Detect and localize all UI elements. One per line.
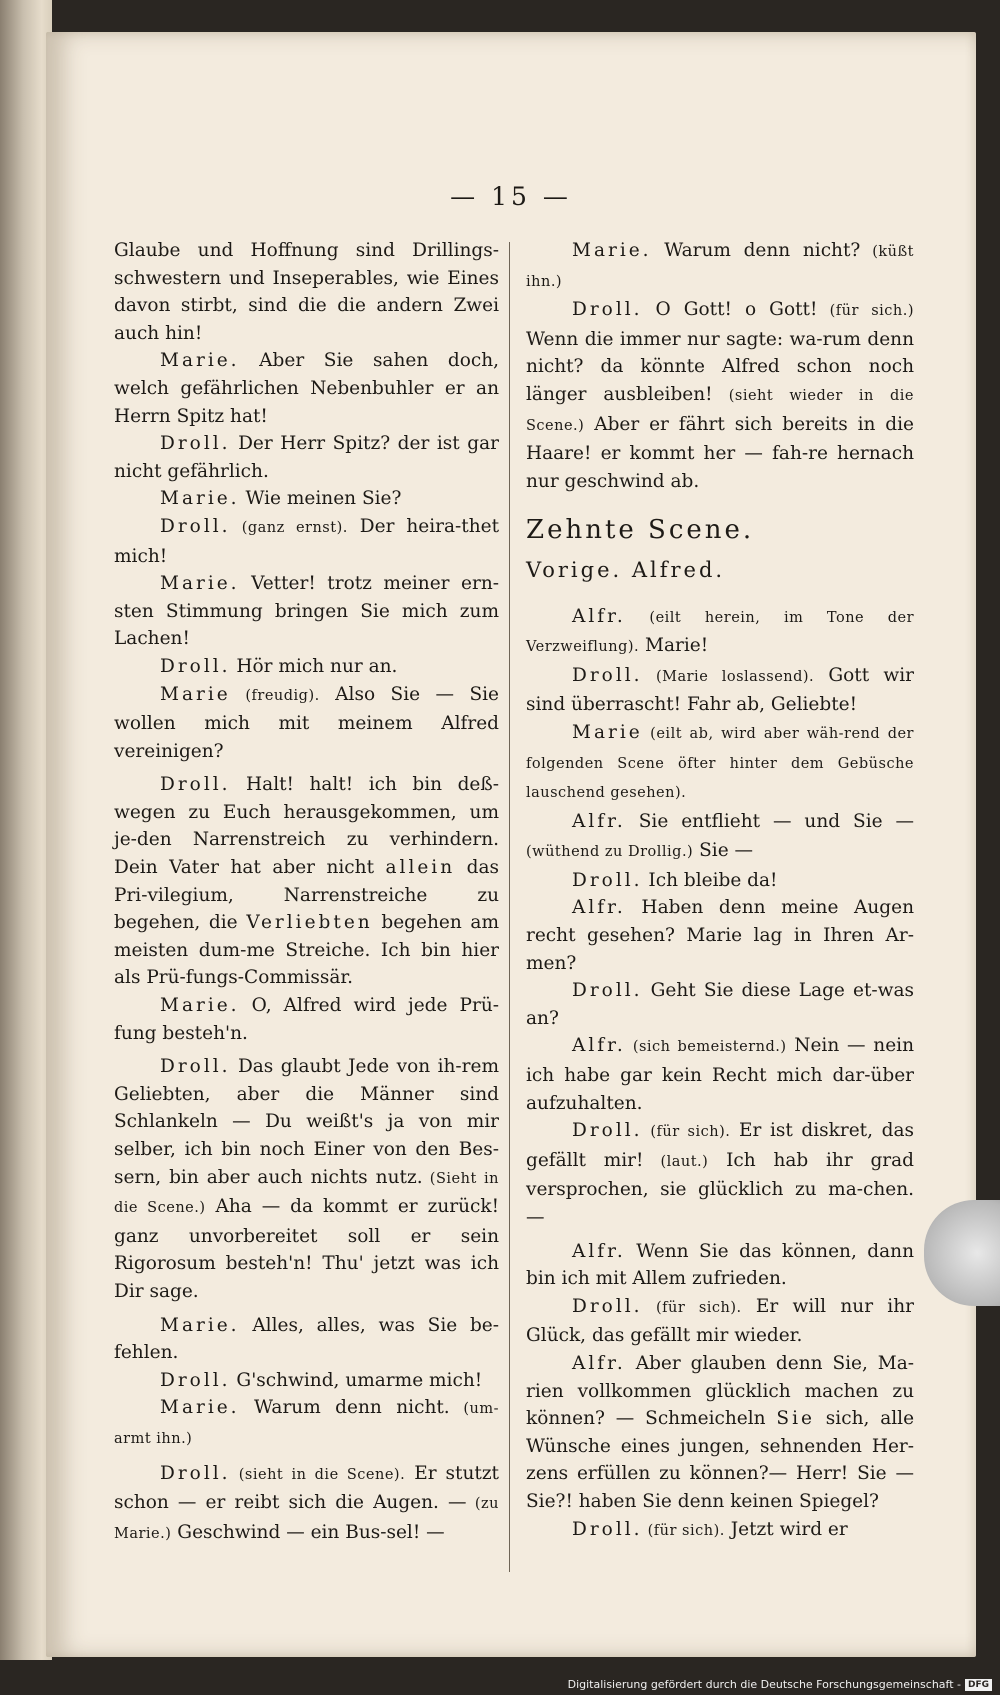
dialogue-paragraph — [526, 1350, 914, 1516]
stage-direction: (wüthend zu Drollig.) — [526, 844, 694, 861]
dialogue-text: Warum denn nicht. — [239, 1397, 450, 1419]
dialogue-text: Wenn Sie das können, dann bin ich mit Allem zufrieden. — [526, 1240, 914, 1290]
dialogue-text: Also Sie — Sie wollen mich mit meinem Alfred vereinigen? — [114, 683, 500, 762]
stage-direction: (für sich). — [642, 1124, 731, 1141]
speaker-name: Droll. — [160, 774, 231, 796]
dialogue-paragraph — [114, 513, 499, 570]
column-divider — [509, 242, 510, 1572]
speaker-name: Marie — [160, 683, 231, 705]
dialogue-text: O, Alfred wird jede Prü-fung besteh'n. — [114, 995, 499, 1044]
dialogue-text: Sie — — [693, 840, 754, 862]
dialogue-text: Hör mich nur an. — [230, 655, 398, 677]
dialogue-paragraph — [114, 1053, 499, 1305]
dialogue-paragraph — [526, 808, 914, 867]
digitization-credit — [568, 1678, 992, 1691]
stage-direction: (zu Marie.) — [114, 1496, 499, 1542]
dialogue-text: Aber er fährt sich bereits in die Haare! er kommt her — fah-re hernach nur geschwind ab. — [526, 413, 914, 492]
speaker-name: Sie — [776, 1408, 815, 1430]
stage-direction: (für sich). — [642, 1299, 742, 1316]
dialogue-text: Wenn die immer nur sagte: wa-rum denn nicht? da könnte Alfred schon noch länger ausbleiben! — [526, 328, 914, 405]
dialogue-paragraph — [526, 237, 914, 296]
stage-direction: (eilt ab, wird aber wäh-rend der folgenden Scene öfter hinter dem Gebüsche lauschend gesehen). — [526, 725, 914, 802]
dialogue-text: O Gott! o Gott! — [642, 299, 818, 321]
dialogue-paragraph — [526, 296, 914, 495]
speaker-name: Verliebten — [246, 912, 373, 934]
speaker-name: Droll. — [160, 1462, 231, 1484]
dialogue-text: Er stutzt schon — er reibt sich die Augen. — — [114, 1462, 499, 1514]
stage-direction: (freudig). — [230, 687, 320, 704]
dialogue-paragraph — [114, 347, 499, 430]
speaker-name: Droll. — [572, 869, 643, 891]
dialogue-text: Aha — da kommt er zurück! ganz unvorbereitet soll er sein Rigorosum besteh'n! Thu' jetzt was ich Dir sage. — [114, 1196, 500, 1302]
dialogue-paragraph — [114, 570, 499, 653]
speaker-name: Droll. — [572, 1295, 643, 1317]
speaker-name: Droll. — [160, 515, 231, 537]
speaker-name: Zehnte Scene. — [526, 515, 755, 546]
dialogue-paragraph — [114, 992, 499, 1047]
scene-cast-list — [526, 557, 914, 585]
dialogue-paragraph — [114, 485, 499, 513]
speaker-name: Alfr. — [572, 810, 626, 832]
credit-text: Digitalisierung gefördert durch die Deutsche Forschungsgemeinschaft - — [567, 1678, 961, 1691]
speaker-name: Alfr. — [572, 897, 626, 919]
adjacent-page-edge — [0, 0, 52, 1660]
dialogue-text: Der heira-thet mich! — [114, 515, 499, 567]
dialogue-text: Haben denn meine Augen recht gesehen? Marie lag in Ihren Ar-men? — [526, 897, 914, 974]
dialogue-text: Geschwind — ein Bus-sel! — — [171, 1521, 445, 1543]
dialogue-text: Warum denn nicht? — [651, 240, 861, 261]
speaker-name: Marie. — [160, 1314, 240, 1336]
dialogue-paragraph — [526, 1117, 914, 1231]
dialogue-text: Gott wir sind überrascht! Fahr ab, Geliebte! — [526, 664, 914, 716]
speaker-name: Marie. — [572, 240, 652, 261]
dialogue-paragraph — [114, 681, 499, 766]
dialogue-paragraph — [114, 1460, 499, 1549]
stage-direction: (sich bemeisternd.) — [625, 1039, 787, 1056]
stage-direction: (eilt herein, im Tone der Verzweiflung). — [526, 609, 914, 656]
dfg-logo-icon: DFG — [965, 1679, 992, 1691]
dialogue-paragraph — [526, 977, 914, 1032]
dialogue-paragraph — [114, 653, 499, 681]
dialogue-text: Ich hab ihr grad versprochen, sie glücklich zu ma-chen. — — [526, 1149, 914, 1228]
speaker-name: Droll. — [572, 1518, 643, 1540]
stage-direction: (sieht in die Scene). — [230, 1466, 406, 1483]
speaker-name: Droll. — [160, 655, 231, 677]
stage-direction: (sieht wieder in die Scene.) — [526, 387, 914, 434]
dialogue-paragraph — [526, 1032, 914, 1117]
dialogue-text: Marie! — [639, 635, 709, 657]
stage-direction: (laut.) — [643, 1153, 709, 1170]
stage-direction: (Marie loslassend). — [642, 668, 815, 685]
dialogue-text: Glaube und Hoffnung sind Drillings-schwestern und Inseperables, wie Eines davon stirbt, sind die die andern Zwei auch hin! — [114, 240, 499, 344]
dialogue-text: sich, alle Wünsche eines jungen, sehnenden Her-zens erfüllen zu können?— Herr! Sie — Sie?! haben Sie denn keinen Spiegel? — [526, 1408, 915, 1512]
dialogue-paragraph — [526, 603, 914, 662]
dialogue-paragraph — [114, 1394, 499, 1453]
dialogue-paragraph — [114, 237, 499, 347]
dialogue-text: begehen am meisten dum-me Streiche. Ich bin hier als Prü-fungs-Commissär. — [114, 912, 499, 989]
dialogue-paragraph — [114, 1367, 499, 1395]
speaker-name: Marie. — [160, 488, 240, 510]
speaker-name: Marie. — [160, 1397, 240, 1419]
stage-direction: (für sich.) — [817, 303, 914, 320]
dialogue-paragraph — [526, 867, 914, 895]
stage-direction: (küßt ihn.) — [526, 244, 914, 290]
speaker-name: Droll. — [160, 1056, 231, 1078]
text-column-left — [114, 237, 499, 1548]
speaker-name: Droll. — [572, 980, 643, 1002]
page-number: — 15 — — [450, 182, 572, 211]
stage-direction: (ganz ernst). — [230, 519, 348, 536]
dialogue-text: Der Herr Spitz? der ist gar nicht gefährlich. — [114, 433, 499, 482]
dialogue-text: Er ist diskret, das gefällt mir! — [526, 1120, 914, 1171]
speaker-name: Droll. — [160, 1369, 231, 1391]
dialogue-text: Er will nur ihr Glück, das gefällt mir wieder. — [526, 1295, 914, 1347]
speaker-name: Droll. — [572, 1120, 643, 1142]
dialogue-text: Das glaubt Jede von ih-rem Geliebten, aber die Männer sind Schlankeln — Du weißt's ja von mir selber, ich bin noch Einer von den Bes-sern, bin aber auch nichts nutz. — [114, 1056, 499, 1188]
dialogue-paragraph — [526, 1516, 914, 1546]
speaker-name: Alfr. — [572, 1240, 626, 1262]
stage-direction: (für sich). — [642, 1522, 725, 1539]
dialogue-text: Geht Sie diese Lage et-was an? — [526, 980, 914, 1029]
stage-direction: (um-armt ihn.) — [114, 1401, 499, 1447]
dialogue-text: das Pri-vilegium, Narrenstreiche zu begehen, die — [114, 857, 499, 934]
dialogue-text: Alles, alles, was Sie be-fehlen. — [114, 1314, 499, 1364]
speaker-name: Marie. — [160, 350, 240, 372]
dialogue-text: Jetzt wird er — [724, 1518, 848, 1540]
dialogue-text: Vetter! trotz meiner ern-sten Stimmung bringen Sie mich zum Lachen! — [114, 573, 499, 650]
stage-direction: (Sieht in die Scene.) — [114, 1170, 499, 1217]
speaker-name: Alfr. — [572, 1035, 626, 1057]
dialogue-paragraph — [526, 662, 914, 719]
speaker-name: Droll. — [572, 664, 643, 686]
speaker-name: Marie. — [160, 573, 240, 595]
dialogue-paragraph — [114, 1312, 499, 1367]
speaker-name: allein — [385, 857, 456, 879]
book-page — [46, 32, 976, 1657]
speaker-name: Droll. — [572, 299, 643, 321]
dialogue-paragraph — [526, 1293, 914, 1350]
dialogue-text: G'schwind, umarme mich! — [230, 1369, 483, 1391]
dialogue-paragraph — [114, 771, 499, 992]
dialogue-paragraph — [526, 719, 914, 808]
dialogue-text: Aber Sie sahen doch, welch gefährlichen Nebenbuhler er an Herrn Spitz hat! — [114, 350, 499, 427]
dialogue-paragraph — [526, 894, 914, 977]
speaker-name: Vorige. Alfred. — [526, 557, 726, 582]
speaker-name: Alfr. — [572, 1352, 626, 1374]
scene-heading — [526, 517, 914, 545]
dialogue-text: Ich bleibe da! — [642, 869, 778, 891]
speaker-name: Alfr. — [572, 605, 626, 627]
text-column-right — [526, 237, 914, 1545]
dialogue-paragraph — [114, 430, 499, 485]
dialogue-text: Aber glauben denn Sie, Ma-rien vollkommen glücklich machen zu können? — Schmeicheln — [526, 1352, 914, 1430]
dialogue-text: Nein — nein ich habe gar kein Recht mich dar-über aufzuhalten. — [526, 1035, 914, 1114]
speaker-name: Droll. — [160, 433, 231, 455]
speaker-name: Marie. — [160, 995, 240, 1017]
speaker-name: Marie — [572, 721, 643, 743]
dialogue-text: Wie meinen Sie? — [239, 488, 402, 510]
dialogue-text: Sie entflieht — und Sie — — [625, 810, 914, 832]
dialogue-text: Halt! halt! ich bin deß-wegen zu Euch herausgekommen, um je-den Narrenstreich zu verhindern. Dein Vater hat aber nicht — [114, 774, 499, 879]
dialogue-paragraph — [526, 1238, 914, 1293]
